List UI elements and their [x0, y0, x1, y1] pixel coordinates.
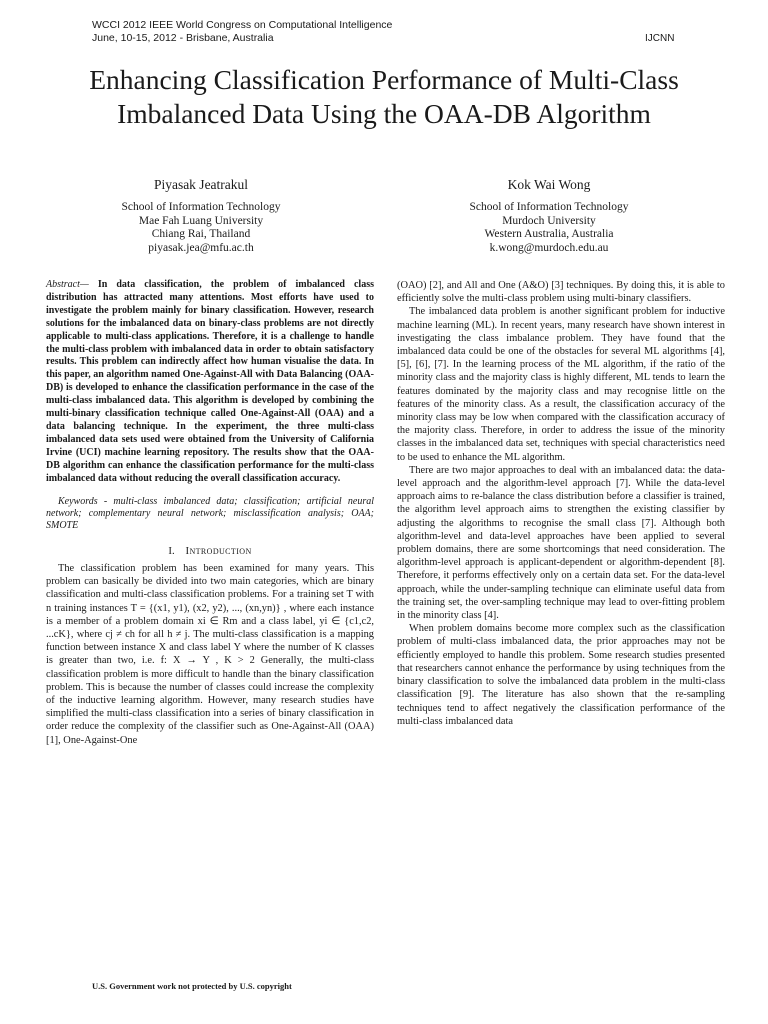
body-paragraph: There are two major approaches to deal with an imbalanced data: the data-level approach and the algorithm-level approach [7]. While the data-level approach aims to re-balance the class distribution before a classifier is trained, the algorithm level approach aims to strengthen the existing classifier by adjusting the algorithms to recognise the small class [7]. Although both algorithm-level and data-level approaches have been applied to several problem domains, there are some shortcomings that need consideration. The algorithm-level approach is applicant-dependent or algorithm-dependent [8]. Therefore, it performs effectively only on a certain data set. For the data-level approach, while the under-sampling technique can eliminate useful data from the training set, the over-sampling technique may lead to over-fitting problem in the minority class [4]. [397, 464, 725, 622]
body-paragraph: The classification problem has been examined for many years. This problem can basically be divided into two main categories, which are binary classification and multi-class classification problems. For a training set T with n training instances T = {(x1, y1), (x2, y2), ..., (xn,yn)} , where each instance is a member of a problem domain xi ∈ Rm and a class label, yi ∈ {c1,c2, ...cK}, where cj ≠ ch for all h ≠ j. The multi-class classification is a mapping function between instance X and class label Y where the number of K classes is greater than two, i.e. f: X → Y , K > 2 Generally, the multi-class classification problem is more difficult to handle than the binary classification problem. This is because the number of classes could increase the complexity of the inductive learning algorithm. However, many research studies have simplified the multi-class classification into a series of binary classification in order reduce the complexity of the classifier such as One-Against-All (OAA) [1], One-Against-One [46, 562, 374, 746]
left-column [46, 279, 374, 747]
abstract-text: In data classification, the problem of imbalanced class distribution has attracted many attentions. Most efforts have used to investigate the problem mainly for binary classification. However, research solutions for the imbalanced data on binary-class problems are not directly applicable to multi-class applications. Therefore, it is a challenge to handle the multi-class problem with imbalanced data in order to obtain satisfactory results. This problem can indirectly affect how human visualise the data. In this paper, an algorithm named One-Against-All with Data Balancing (OAA-DB) is developed to enhance the classification performance in the case of the multi-class imbalanced data. This algorithm is developed by combining the multi-binary classification technique called One-Against-All (OAA) and a data balancing technique. In the experiment, the three multi-class imbalanced data sets used were obtained from the University of California Irvine (UCI) machine learning repository. The results show that the OAA-DB algorithm can enhance the classification performance for the multi-class imbalanced data without reducing the overall classification accuracy. [46, 279, 374, 484]
author-university: Mae Fah Luang University [138, 214, 264, 227]
body-paragraph: The imbalanced data problem is another significant problem for inductive machine learning (ML). In recent years, many research have shown interest in investigating the class imbalance problem. They have found that the imbalanced data could be one of the obstacles for several ML algorithms [4], [5], [6], [7]. In the learning process of the ML algorithm, if the ratio of the minority class and the majority class is highly different, ML tends to learn the features dominated by the majority class and may recognise little on the features of the minority class. As a result, the classification accuracy of the minority class may be low when compared with the classification accuracy of the majority class. Therefore, in order to address the issue of the minority classes in the imbalanced data set, techniques with special characteristics need to be used to enhance the ML algorithm. [397, 306, 725, 463]
author-affiliation: School of Information Technology [469, 201, 629, 213]
author-block-2 [399, 177, 699, 255]
author-email: k.wong@murdoch.edu.au [489, 241, 609, 254]
body-paragraph: (OAO) [2], and All and One (A&O) [3] techniques. By doing this, it is able to efficiently solve the multi-class problem using multi-binary classifiers. [397, 280, 725, 305]
section-heading [46, 545, 374, 558]
author-university: Murdoch University [502, 214, 596, 227]
abstract [46, 279, 374, 486]
section-number: I. [168, 544, 175, 557]
author-email: piyasak.jea@mfu.ac.th [148, 241, 254, 254]
author-name: Kok Wai Wong [507, 177, 591, 192]
author-affiliation: School of Information Technology [121, 201, 281, 213]
track-label: IJCNN [645, 33, 675, 44]
author-location: Western Australia, Australia [484, 228, 614, 240]
author-block-1 [51, 177, 351, 255]
section-title: Introduction [185, 544, 252, 557]
author-name: Piyasak Jeatrakul [153, 177, 249, 192]
paper-title: Enhancing Classification Performance of Multi-Class Imbalanced Data Using the OAA-DB Algorithm [89, 64, 679, 129]
body-paragraph: When problem domains become more complex such as the classification problem of multi-class imbalanced data, the prior approaches may not be efficiently employed to handle this problem. Some research studies presented that researchers cannot enhance the performance by using techniques from the binary classification to solve the imbalanced data problem in the multi-class classification [9]. The literature has also shown that the re-sampling techniques tend to affect negatively the classification performance of the multi-class imbalanced data [397, 623, 725, 727]
author-location: Chiang Rai, Thailand [151, 228, 251, 240]
copyright-footer: U.S. Government work not protected by U.S. copyright [92, 981, 292, 991]
abstract-lead: Abstract— [46, 279, 89, 290]
right-column [397, 279, 725, 728]
running-header [92, 19, 392, 45]
keywords: Keywords - multi-class imbalanced data; classification; artificial neural network; complementary neural network; misclassification analysis; OAA; SMOTE [46, 495, 374, 532]
conference-name: WCCI 2012 IEEE World Congress on Computational Intelligence [92, 19, 393, 31]
conference-date-location: June, 10-15, 2012 - Brisbane, Australia [92, 32, 274, 44]
